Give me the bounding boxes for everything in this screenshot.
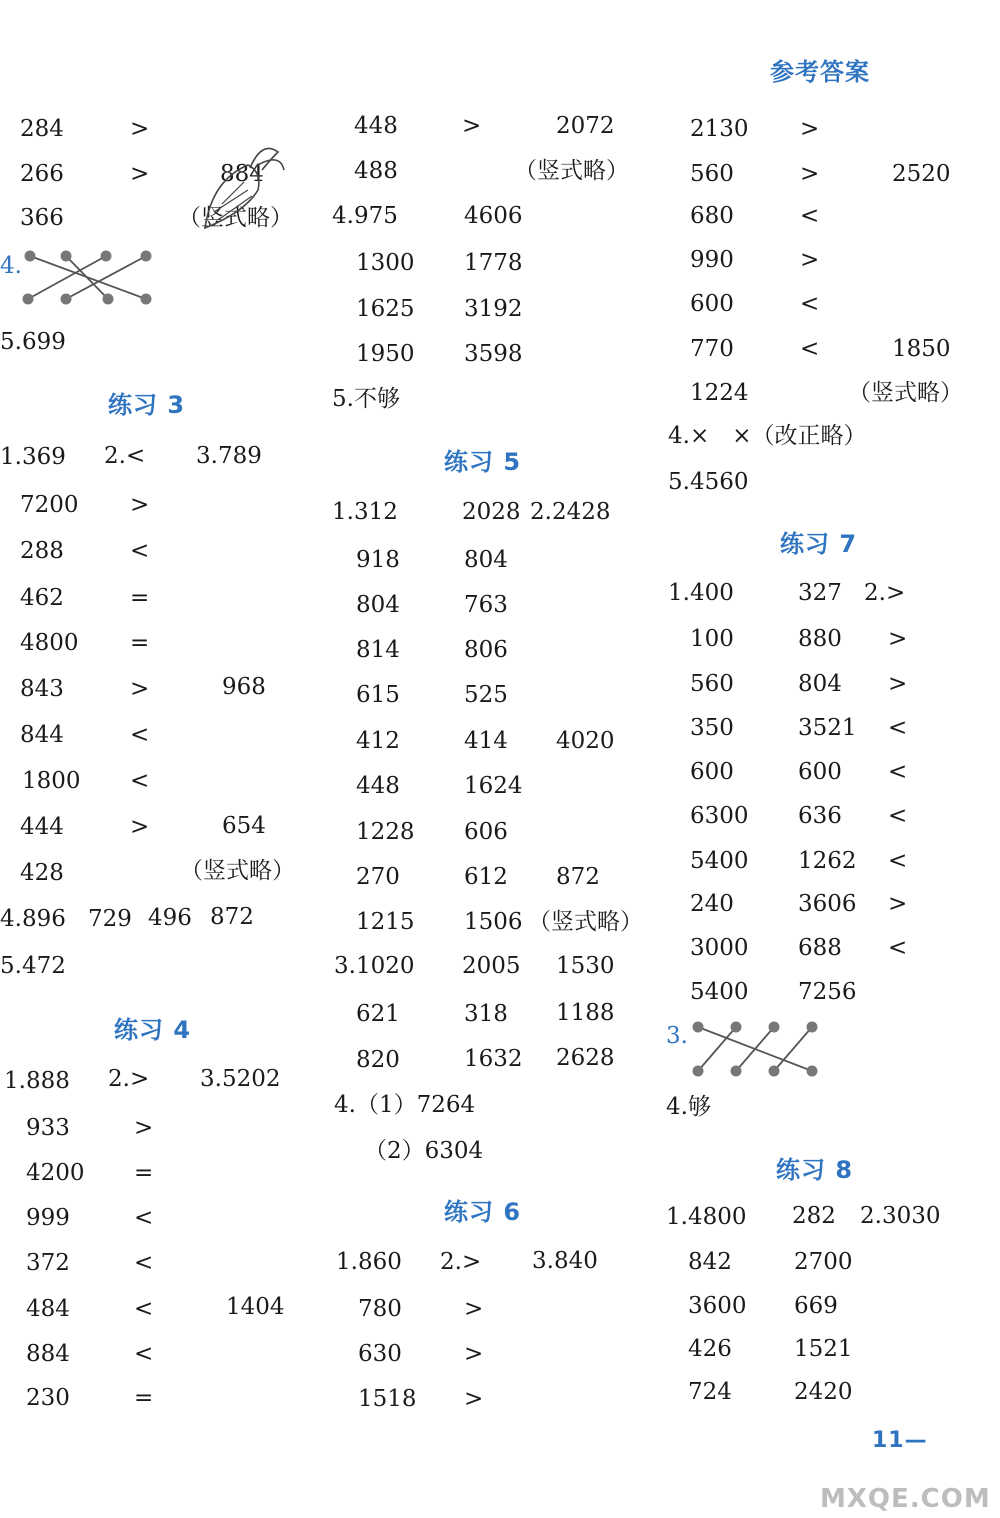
answer-cell: 880	[798, 626, 842, 652]
answer-cell: >	[800, 161, 820, 187]
answer-cell: 2.2428	[530, 499, 611, 525]
answer-cell: 266	[20, 161, 64, 187]
answer-cell: 3521	[798, 715, 857, 741]
question-label: 4.	[0, 253, 22, 279]
answer-cell: 606	[464, 819, 508, 845]
answer-cell: 933	[26, 1115, 70, 1141]
answer-cell: 636	[798, 803, 842, 829]
answer-cell: （2）6304	[364, 1138, 484, 1164]
exercise-5-title: 练习 5	[444, 448, 522, 476]
answer-cell: 270	[356, 864, 400, 890]
answer-cell: 2.>	[440, 1249, 482, 1275]
answer-cell: 884	[220, 161, 264, 187]
answer-cell: <	[888, 759, 908, 785]
answer-cell: 4.× ×（改正略）	[668, 423, 867, 449]
answer-cell: <	[130, 722, 150, 748]
answer-cell: 621	[356, 1001, 400, 1027]
answer-cell: >	[888, 891, 908, 917]
answer-cell: 600	[690, 291, 734, 317]
answer-cell: <	[130, 538, 150, 564]
answer-cell: 2.>	[864, 580, 906, 606]
answer-cell: >	[130, 116, 150, 142]
answer-cell: 2.<	[104, 443, 146, 469]
answer-cell: 350	[690, 715, 734, 741]
answer-cell: 2028	[462, 499, 521, 525]
answer-cell: 327	[798, 580, 842, 606]
answer-cell: 496	[148, 905, 192, 931]
answer-cell: 1518	[358, 1386, 417, 1412]
answer-cell: 366	[20, 205, 64, 231]
answer-cell: 5400	[690, 979, 749, 1005]
answer-cell: 763	[464, 592, 508, 618]
answer-cell: 872	[210, 904, 254, 930]
answer-cell: 3.5202	[200, 1066, 281, 1092]
answer-cell: 884	[26, 1341, 70, 1367]
answer-cell: 814	[356, 637, 400, 663]
answer-cell: 1.369	[0, 444, 66, 470]
answer-cell: 4.975	[332, 203, 398, 229]
answer-cell: 3000	[690, 935, 749, 961]
answer-cell: <	[134, 1296, 154, 1322]
answer-cell: 1215	[356, 909, 415, 935]
answer-cell: <	[800, 203, 820, 229]
answer-cell: >	[800, 247, 820, 273]
answer-cell: 844	[20, 722, 64, 748]
answer-cell: 3600	[688, 1293, 747, 1319]
answer-cell: 804	[798, 671, 842, 697]
answer-cell: 412	[356, 728, 400, 754]
answer-cell: 5400	[690, 848, 749, 874]
answer-cell: 615	[356, 682, 400, 708]
answer-cell: 5.699	[0, 329, 66, 355]
answer-cell: 1632	[464, 1046, 523, 1072]
answer-cell: 804	[464, 547, 508, 573]
answer-cell: <	[888, 848, 908, 874]
answer-cell: （竖式略）	[528, 909, 643, 935]
answer-cell: 2005	[462, 953, 521, 979]
answer-cell: <	[888, 803, 908, 829]
answer-cell: 4800	[20, 630, 79, 656]
answer-cell: 2.3030	[860, 1203, 941, 1229]
answer-cell: >	[464, 1296, 484, 1322]
answer-cell: 2700	[794, 1249, 853, 1275]
answer-cell: >	[464, 1386, 484, 1412]
answer-cell: 4.（1）7264	[334, 1092, 476, 1118]
question-label: 3.	[666, 1023, 688, 1049]
watermark-logo: MXQE.COM	[820, 1484, 991, 1514]
answer-cell: 230	[26, 1385, 70, 1411]
answer-cell: =	[134, 1160, 154, 1186]
answer-cell: >	[462, 113, 482, 139]
answer-cell: 600	[690, 759, 734, 785]
answer-cell: 4606	[464, 203, 523, 229]
answer-cell: 1.312	[332, 499, 398, 525]
answer-cell: 282	[792, 1203, 836, 1229]
answer-cell: 3598	[464, 341, 523, 367]
answer-cell: 669	[794, 1293, 838, 1319]
answer-cell: 780	[358, 1296, 402, 1322]
answer-cell: >	[134, 1115, 154, 1141]
answer-cell: 426	[688, 1336, 732, 1362]
answer-cell: 1624	[464, 773, 523, 799]
answer-cell: 100	[690, 626, 734, 652]
answer-cell: 488	[354, 158, 398, 184]
answer-cell: 968	[222, 674, 266, 700]
answer-cell: 372	[26, 1250, 70, 1276]
answer-cell: 1.860	[336, 1249, 402, 1275]
answer-cell: 1.400	[668, 580, 734, 606]
answer-cell: 1625	[356, 296, 415, 322]
answer-cell: 414	[464, 728, 508, 754]
answer-cell: <	[134, 1205, 154, 1231]
answer-cell: 7256	[798, 979, 857, 1005]
answer-cell: 680	[690, 203, 734, 229]
answer-cell: 318	[464, 1001, 508, 1027]
answer-cell: 560	[690, 671, 734, 697]
answer-cell: <	[130, 768, 150, 794]
answer-cell: 448	[356, 773, 400, 799]
answer-cell: 5.4560	[668, 469, 749, 495]
answer-cell: 1188	[556, 1000, 615, 1026]
answer-cell: 1506	[464, 909, 523, 935]
answer-cell: >	[130, 161, 150, 187]
answer-cell: 5.不够	[332, 386, 400, 412]
answer-cell: 1300	[356, 250, 415, 276]
answer-cell: >	[800, 116, 820, 142]
answer-cell: 7200	[20, 492, 79, 518]
exercise-4-title: 练习 4	[114, 1016, 192, 1044]
answer-cell: 284	[20, 116, 64, 142]
answer-cell: 2628	[556, 1045, 615, 1071]
answer-cell: 842	[688, 1249, 732, 1275]
answer-cell: 448	[354, 113, 398, 139]
exercise-3-title: 练习 3	[108, 391, 186, 419]
answer-cell: 1404	[226, 1294, 285, 1320]
answer-cell: 1.888	[4, 1068, 70, 1094]
answer-cell: 1224	[690, 380, 749, 406]
answer-cell: =	[130, 585, 150, 611]
answer-cell: 724	[688, 1379, 732, 1405]
answer-cell: 3.789	[196, 443, 262, 469]
answer-cell: 3.1020	[334, 953, 415, 979]
answer-cell: 1850	[892, 336, 951, 362]
answer-cell: 1.4800	[666, 1204, 747, 1230]
answer-cell: 1800	[22, 768, 81, 794]
answer-cell: 2072	[556, 113, 615, 139]
answer-cell: =	[130, 630, 150, 656]
answer-cell: <	[134, 1250, 154, 1276]
answer-cell: 770	[690, 336, 734, 362]
answer-cell: 1262	[798, 848, 857, 874]
answer-cell: 4020	[556, 728, 615, 754]
answer-cell: 288	[20, 538, 64, 564]
answer-cell: 4200	[26, 1160, 85, 1186]
answer-cell: 1228	[356, 819, 415, 845]
answer-cell: 872	[556, 864, 600, 890]
answer-cell: <	[134, 1341, 154, 1367]
answer-cell: 2520	[892, 161, 951, 187]
answer-cell: 804	[356, 592, 400, 618]
answer-cell: （竖式略）	[848, 380, 963, 406]
answer-cell: 3192	[464, 296, 523, 322]
answer-cell: 820	[356, 1047, 400, 1073]
answer-cell: 2.>	[108, 1066, 150, 1092]
page-number: 11—	[872, 1428, 928, 1453]
answer-cell: 2420	[794, 1379, 853, 1405]
answer-cell: =	[134, 1385, 154, 1411]
answer-cell: 630	[358, 1341, 402, 1367]
answer-cell: >	[464, 1341, 484, 1367]
answer-cell: （竖式略）	[178, 205, 293, 231]
exercise-8-title: 练习 8	[776, 1156, 854, 1184]
answer-cell: <	[888, 935, 908, 961]
answer-cell: 1530	[556, 953, 615, 979]
answer-cell: >	[130, 814, 150, 840]
answer-cell: 688	[798, 935, 842, 961]
answer-cell: >	[888, 626, 908, 652]
answer-cell: 3.840	[532, 1248, 598, 1274]
answer-cell: <	[888, 715, 908, 741]
answer-cell: 462	[20, 585, 64, 611]
answer-cell: 1521	[794, 1336, 853, 1362]
answer-cell: <	[800, 336, 820, 362]
page-header-title: 参考答案	[770, 58, 870, 86]
answer-cell: （竖式略）	[180, 858, 295, 884]
answer-cell: 6300	[690, 803, 749, 829]
answer-cell: 4.够	[666, 1094, 711, 1120]
answer-cell: 4.896	[0, 906, 66, 932]
answer-cell: 2130	[690, 116, 749, 142]
answer-cell: 843	[20, 676, 64, 702]
answer-cell: 428	[20, 860, 64, 886]
answer-cell: 990	[690, 247, 734, 273]
answer-cell: 240	[690, 891, 734, 917]
answer-cell: 484	[26, 1296, 70, 1322]
answer-cell: 654	[222, 813, 266, 839]
answer-cell: 5.472	[0, 953, 66, 979]
answer-cell: 1950	[356, 341, 415, 367]
answer-cell: 729	[88, 906, 132, 932]
exercise-6-title: 练习 6	[444, 1198, 522, 1226]
exercise-7-title: 练习 7	[780, 530, 858, 558]
answer-cell: 806	[464, 637, 508, 663]
answer-cell: 999	[26, 1205, 70, 1231]
answer-cell: 3606	[798, 891, 857, 917]
answer-cell: 560	[690, 161, 734, 187]
answer-cell: 612	[464, 864, 508, 890]
answer-cell: 1778	[464, 250, 523, 276]
answer-cell: 444	[20, 814, 64, 840]
answer-cell: <	[800, 291, 820, 317]
answer-cell: >	[130, 676, 150, 702]
answer-cell: >	[888, 671, 908, 697]
answer-cell: 525	[464, 682, 508, 708]
answer-cell: >	[130, 492, 150, 518]
answer-cell: 918	[356, 547, 400, 573]
answer-cell: （竖式略）	[514, 158, 629, 184]
answer-cell: 600	[798, 759, 842, 785]
